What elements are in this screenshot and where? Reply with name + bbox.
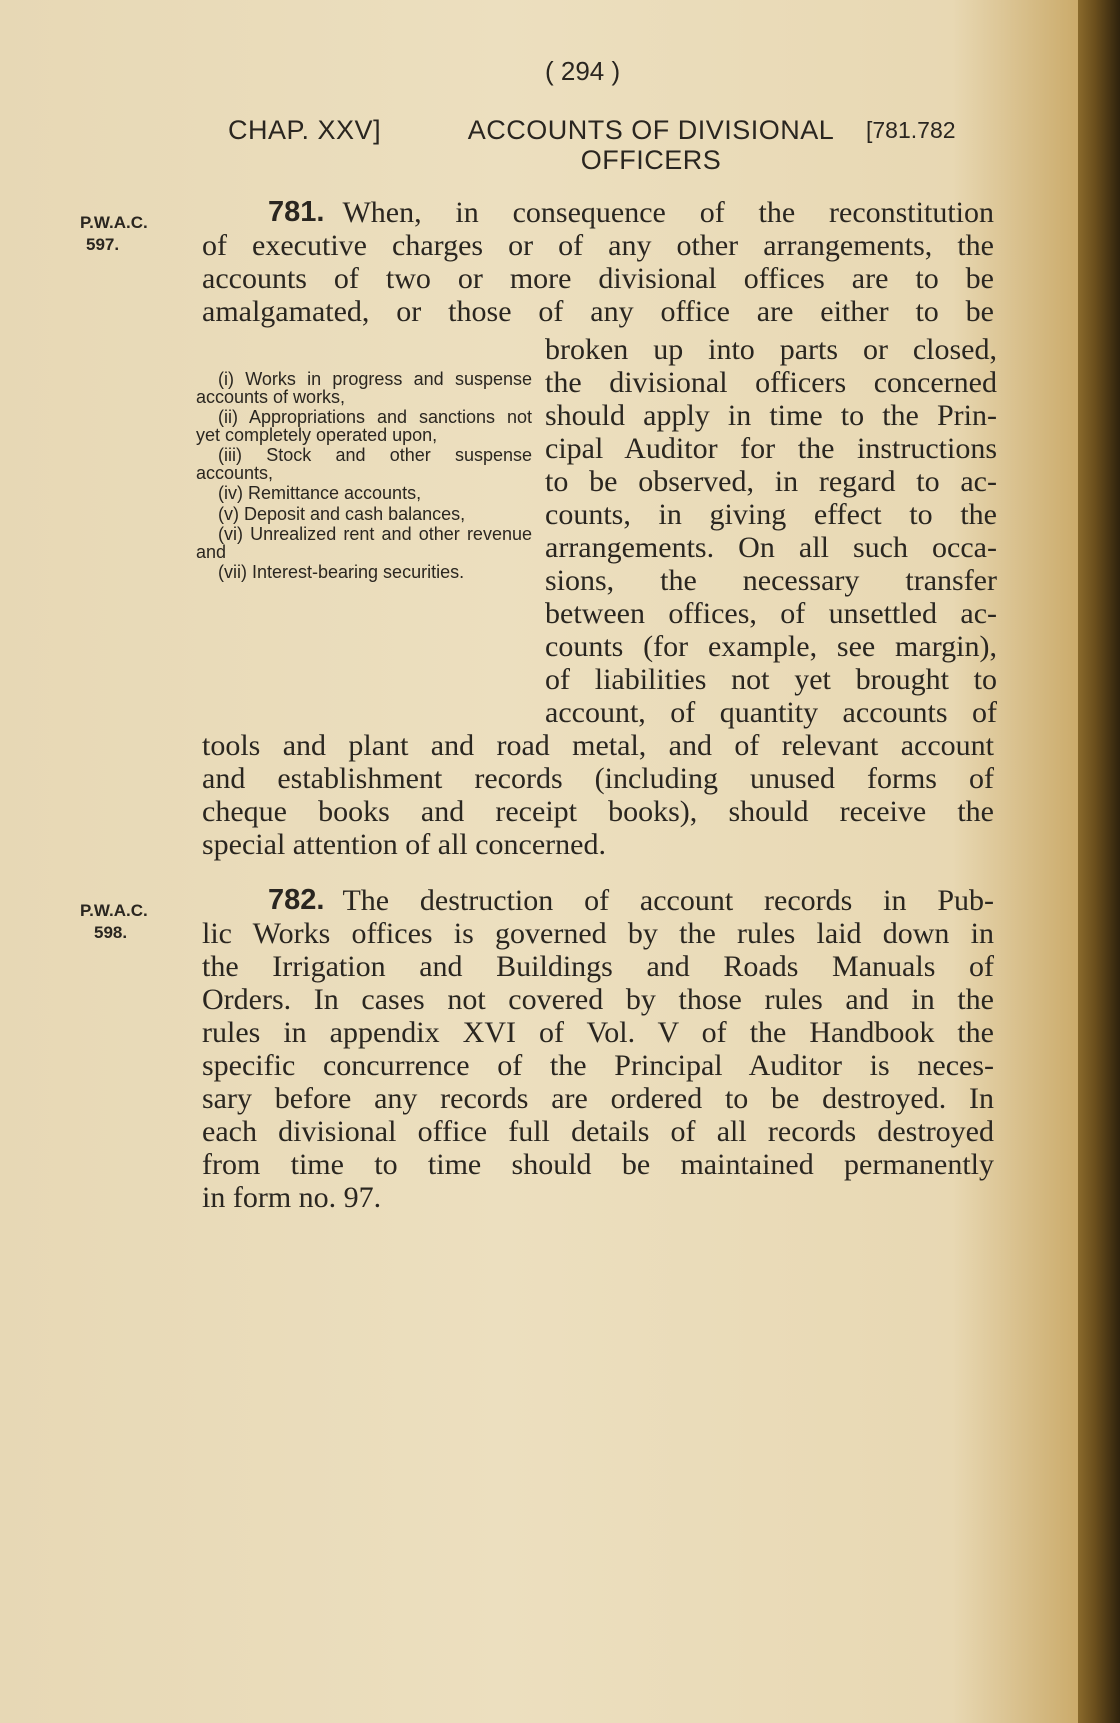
text-line: cipal Auditor for the instructions	[545, 432, 997, 465]
text-line: sary before any records are ordered to be destroyed. In	[202, 1082, 994, 1115]
margin-ref-code: P.W.A.C.	[80, 901, 148, 920]
text-line: cheque books and receipt books), should receive the	[202, 795, 994, 828]
text-line: to be observed, in regard to ac-	[545, 465, 997, 498]
text-line: lic Works offices is governed by the rules laid down in	[202, 917, 994, 950]
text-line: account, of quantity accounts of	[545, 696, 997, 729]
text-line: sions, the necessary transfer	[545, 564, 997, 597]
running-title: ACCOUNTS OF DIVISIONAL OFFICERS	[467, 115, 835, 175]
margin-note-item: (vii) Interest-bearing securities.	[218, 562, 465, 582]
section-number-782: 782.	[268, 884, 325, 916]
section-781-first-line	[268, 196, 994, 229]
text-line: from time to time should be maintained permanently	[202, 1148, 994, 1181]
text-line: specific concurrence of the Principal Auditor is neces-	[202, 1049, 994, 1082]
section-781-right-column	[545, 333, 997, 729]
book-spine-edge	[1078, 0, 1120, 1723]
margin-reference-781	[80, 212, 148, 256]
text-line: and establishment records (including unused forms of	[202, 762, 994, 795]
margin-note-item: (i) Works in progress and suspense accounts of works,	[196, 369, 532, 407]
text-line: special attention of all concerned.	[202, 828, 606, 861]
text-line: rules in appendix XVI of Vol. V of the Handbook the	[202, 1016, 994, 1049]
section-782-opening-text: The destruction of account records in Pub-	[342, 884, 994, 917]
margin-notes-list	[196, 371, 532, 582]
section-781-bottom-lines	[202, 729, 994, 861]
text-line: broken up into parts or closed,	[545, 333, 997, 366]
section-number-781: 781.	[268, 196, 325, 228]
margin-note-item: (ii) Appropriations and sanctions not yet completely operated upon,	[196, 407, 532, 445]
margin-note-item: (v) Deposit and cash balances,	[218, 503, 466, 524]
chapter-heading: CHAP. XXV]	[228, 115, 382, 145]
text-line: accounts of two or more divisional offices are to be	[202, 262, 994, 295]
text-line: amalgamated, or those of any office are either to be	[202, 295, 994, 328]
page-number: ( 294 )	[545, 56, 621, 86]
section-782-first-line	[268, 884, 994, 917]
text-line: tools and plant and road metal, and of relevant account	[202, 729, 994, 762]
text-line: in form no. 97.	[202, 1181, 382, 1214]
margin-ref-number: 597.	[86, 235, 120, 254]
section-781-opening-text: When, in consequence of the reconstitution	[342, 196, 994, 229]
margin-note-item: (iv) Remittance accounts,	[218, 483, 422, 503]
text-line: arrangements. On all such occa-	[545, 531, 997, 564]
margin-ref-code: P.W.A.C.	[80, 213, 148, 232]
section-781-top-lines	[202, 229, 994, 328]
margin-ref-number: 598.	[94, 923, 128, 942]
text-line: should apply in time to the Prin-	[545, 399, 997, 432]
margin-note-item: (vi) Unrealized rent and other revenue and	[196, 524, 532, 562]
text-line: counts, in giving effect to the	[545, 498, 997, 531]
text-line: of executive charges or of any other arrangements, the	[202, 229, 994, 262]
text-line: of liabilities not yet brought to	[545, 663, 997, 696]
paragraph-range: [781.782	[866, 117, 956, 143]
text-line: each divisional office full details of all records destroyed	[202, 1115, 994, 1148]
text-line: the Irrigation and Buildings and Roads Manuals of	[202, 950, 994, 983]
margin-reference-782	[80, 900, 148, 944]
section-782-body	[202, 917, 994, 1214]
text-line: counts (for example, see margin),	[545, 630, 997, 663]
margin-note-item: (iii) Stock and other suspense accounts,	[196, 445, 532, 483]
text-line: Orders. In cases not covered by those rules and in the	[202, 983, 994, 1016]
text-line: between offices, of unsettled ac-	[545, 597, 997, 630]
text-line: the divisional officers concerned	[545, 366, 997, 399]
